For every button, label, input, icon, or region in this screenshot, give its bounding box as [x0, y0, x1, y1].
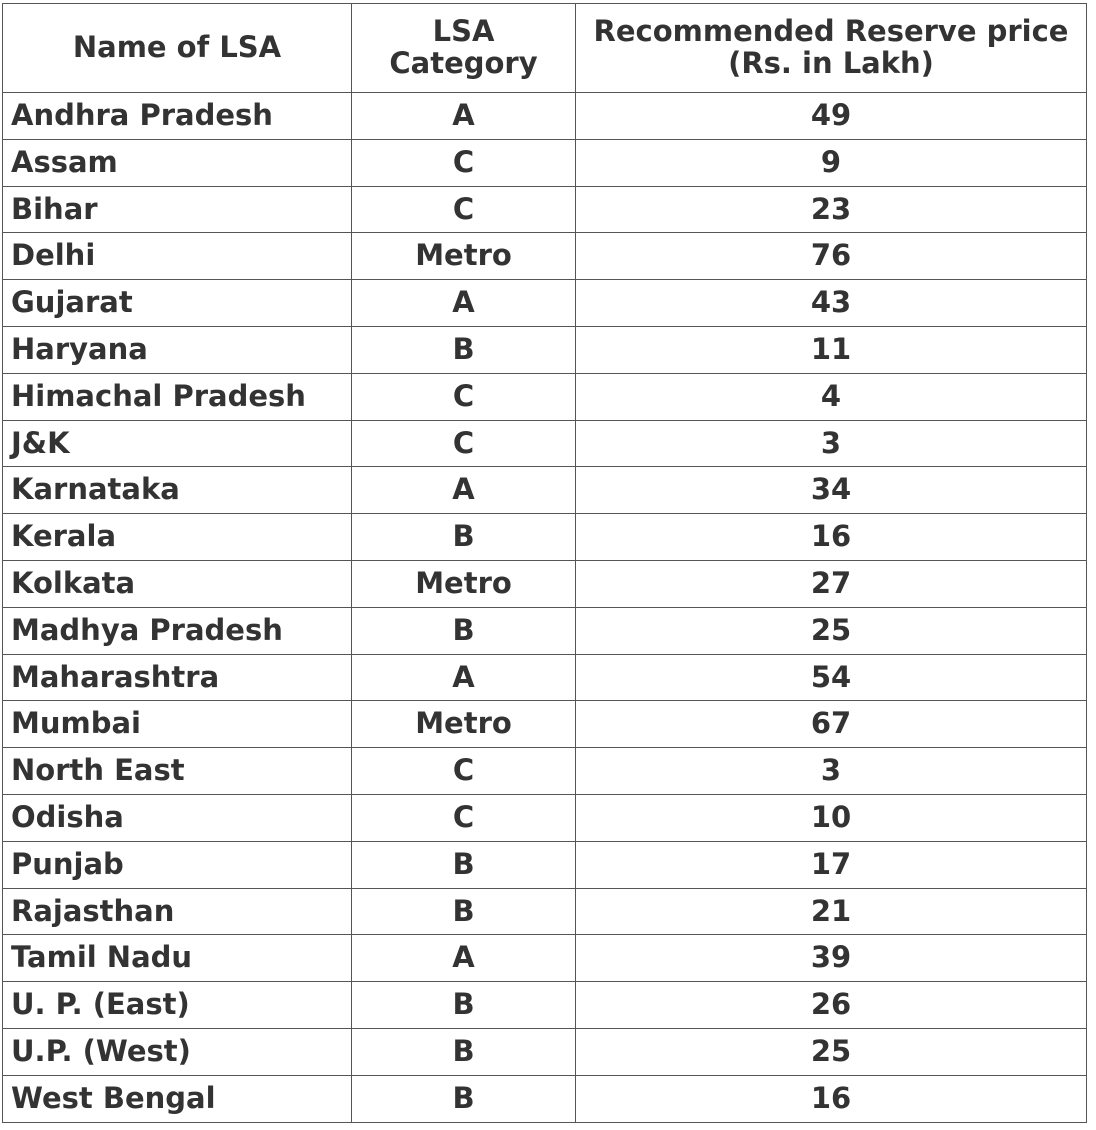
- cell-category: B: [352, 514, 576, 561]
- cell-category: A: [352, 93, 576, 140]
- cell-price: 4: [576, 373, 1087, 420]
- cell-price: 23: [576, 186, 1087, 233]
- cell-name: Madhya Pradesh: [3, 607, 352, 654]
- table-row: [3, 326, 1087, 373]
- table-row: [3, 560, 1087, 607]
- cell-category: Metro: [352, 560, 576, 607]
- table-row: [3, 233, 1087, 280]
- cell-category: C: [352, 186, 576, 233]
- cell-category: B: [352, 982, 576, 1029]
- cell-category: B: [352, 607, 576, 654]
- cell-price: 25: [576, 607, 1087, 654]
- cell-category: Metro: [352, 233, 576, 280]
- lsa-reserve-price-table: [2, 3, 1087, 1123]
- header-price: [576, 4, 1087, 93]
- cell-name: Kolkata: [3, 560, 352, 607]
- table-row: [3, 514, 1087, 561]
- cell-name: Tamil Nadu: [3, 935, 352, 982]
- cell-price: 16: [576, 1075, 1087, 1122]
- cell-category: B: [352, 1075, 576, 1122]
- cell-name: Maharashtra: [3, 654, 352, 701]
- table-row: [3, 748, 1087, 795]
- cell-price: 3: [576, 420, 1087, 467]
- cell-name: Punjab: [3, 841, 352, 888]
- cell-name: Karnataka: [3, 467, 352, 514]
- cell-name: West Bengal: [3, 1075, 352, 1122]
- cell-price: 67: [576, 701, 1087, 748]
- cell-price: 76: [576, 233, 1087, 280]
- table-row: [3, 607, 1087, 654]
- cell-name: Bihar: [3, 186, 352, 233]
- cell-category: C: [352, 420, 576, 467]
- cell-price: 39: [576, 935, 1087, 982]
- cell-name: J&K: [3, 420, 352, 467]
- cell-name: Odisha: [3, 794, 352, 841]
- header-category: [352, 4, 576, 93]
- cell-name: U.P. (West): [3, 1028, 352, 1075]
- cell-category: B: [352, 888, 576, 935]
- table-row: [3, 654, 1087, 701]
- cell-category: C: [352, 139, 576, 186]
- header-category-line1: LSA: [432, 14, 495, 49]
- cell-price: 26: [576, 982, 1087, 1029]
- cell-price: 11: [576, 326, 1087, 373]
- table-row: [3, 1075, 1087, 1122]
- header-price-line2: (Rs. in Lakh): [728, 46, 934, 80]
- cell-name: Kerala: [3, 514, 352, 561]
- table-row: [3, 841, 1087, 888]
- cell-name: Assam: [3, 139, 352, 186]
- cell-price: 3: [576, 748, 1087, 795]
- table-row: [3, 888, 1087, 935]
- cell-price: 10: [576, 794, 1087, 841]
- header-row: [3, 4, 1087, 93]
- table-row: [3, 93, 1087, 140]
- table-row: [3, 186, 1087, 233]
- cell-name: Haryana: [3, 326, 352, 373]
- table-row: [3, 280, 1087, 327]
- table-row: [3, 467, 1087, 514]
- cell-name: Rajasthan: [3, 888, 352, 935]
- cell-category: A: [352, 654, 576, 701]
- header-price-line1: Recommended Reserve price: [593, 14, 1069, 49]
- header-category-line2: Category: [389, 46, 538, 80]
- cell-name: Delhi: [3, 233, 352, 280]
- cell-name: Gujarat: [3, 280, 352, 327]
- cell-price: 16: [576, 514, 1087, 561]
- cell-category: A: [352, 467, 576, 514]
- cell-category: A: [352, 935, 576, 982]
- cell-price: 27: [576, 560, 1087, 607]
- cell-category: A: [352, 280, 576, 327]
- table-row: [3, 139, 1087, 186]
- cell-category: B: [352, 326, 576, 373]
- table-row: [3, 982, 1087, 1029]
- table-row: [3, 373, 1087, 420]
- cell-name: Andhra Pradesh: [3, 93, 352, 140]
- cell-category: Metro: [352, 701, 576, 748]
- cell-price: 49: [576, 93, 1087, 140]
- table-row: [3, 420, 1087, 467]
- header-name: Name of LSA: [3, 4, 352, 93]
- table-row: [3, 935, 1087, 982]
- cell-price: 25: [576, 1028, 1087, 1075]
- cell-price: 17: [576, 841, 1087, 888]
- cell-price: 54: [576, 654, 1087, 701]
- cell-category: C: [352, 373, 576, 420]
- cell-name: U. P. (East): [3, 982, 352, 1029]
- cell-category: B: [352, 841, 576, 888]
- cell-price: 9: [576, 139, 1087, 186]
- cell-category: C: [352, 748, 576, 795]
- cell-category: B: [352, 1028, 576, 1075]
- cell-name: North East: [3, 748, 352, 795]
- table-row: [3, 1028, 1087, 1075]
- cell-price: 34: [576, 467, 1087, 514]
- cell-name: Himachal Pradesh: [3, 373, 352, 420]
- table-row: [3, 794, 1087, 841]
- cell-category: C: [352, 794, 576, 841]
- cell-price: 43: [576, 280, 1087, 327]
- cell-name: Mumbai: [3, 701, 352, 748]
- cell-price: 21: [576, 888, 1087, 935]
- table-row: [3, 701, 1087, 748]
